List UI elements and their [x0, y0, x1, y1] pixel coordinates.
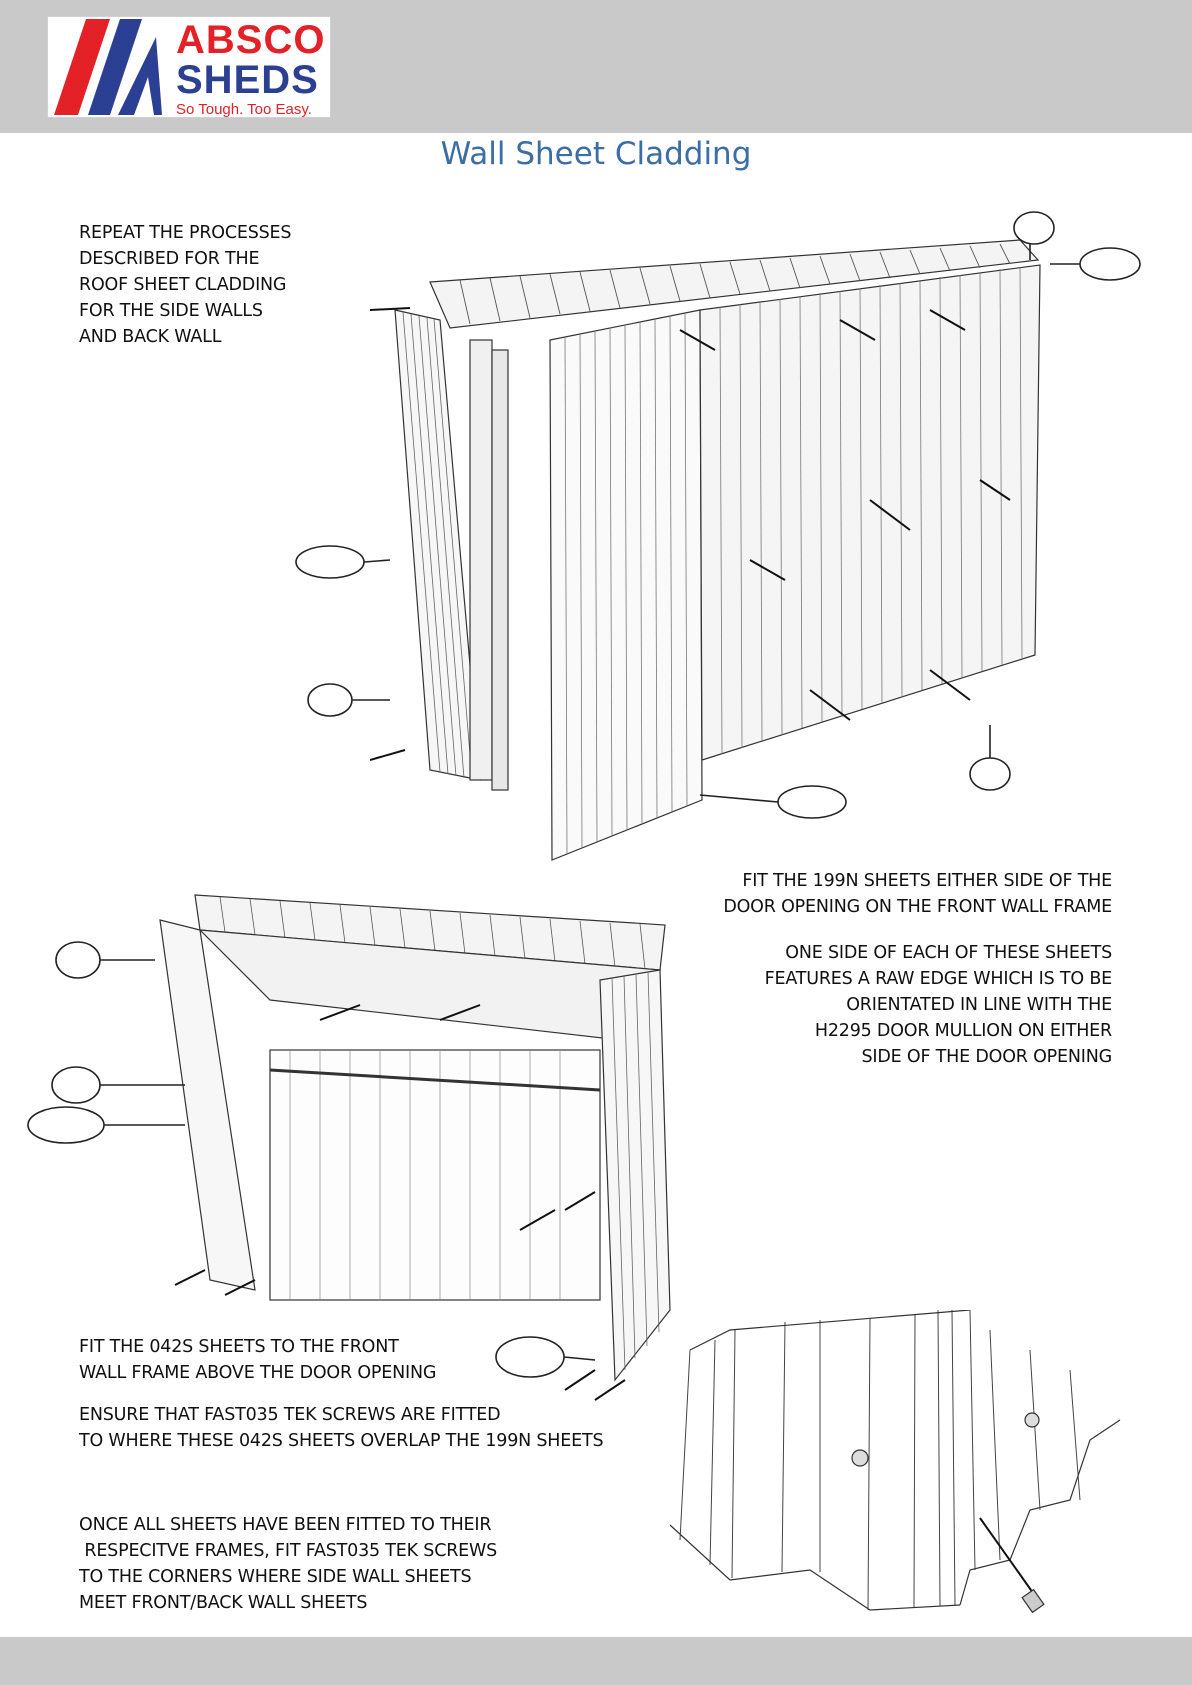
footer-bar	[0, 1637, 1192, 1685]
raw-edge-instructions: ONE SIDE OF EACH OF THESE SHEETS FEATURES A RAW EDGE WHICH IS TO BE ORIENTATED IN LINE WITH THE H2295 DOOR MULLION ON EITHER SIDE OF THE DOOR OPENING	[764, 943, 1112, 1067]
corner-screw-detail-drawing	[670, 1310, 1130, 1630]
top-drawing-left-callouts	[290, 540, 400, 740]
repeat-instructions: REPEAT THE PROCESSES DESCRIBED FOR THE ROOF SHEET CLADDING FOR THE SIDE WALLS AND BACK WALL	[79, 223, 292, 347]
fit-199n-instructions: FIT THE 199N SHEETS EITHER SIDE OF THE DOOR OPENING ON THE FRONT WALL FRAME	[723, 871, 1112, 917]
absco-logo	[47, 16, 331, 118]
brand-line1: ABSCO	[176, 18, 326, 62]
logo-stripes-icon	[48, 17, 168, 117]
brand-tagline: So Tough. Too Easy.	[176, 101, 312, 118]
fit-042s-instructions: FIT THE 042S SHEETS TO THE FRONT WALL FRAME ABOVE THE DOOR OPENING	[79, 1337, 437, 1383]
brand-line2: SHEDS	[176, 58, 319, 102]
page-title: Wall Sheet Cladding	[440, 136, 752, 172]
shed-rear-walls-drawing	[370, 200, 1150, 870]
corner-screws-instructions: ONCE ALL SHEETS HAVE BEEN FITTED TO THEIR RESPECITVE FRAMES, FIT FAST035 TEK SCREWS TO THE CORNERS WHERE SIDE WALL SHEETS MEET FRONT/BACK WALL SHEETS	[79, 1515, 498, 1613]
ensure-tek-screws-instructions: ENSURE THAT FAST035 TEK SCREWS ARE FITTED TO WHERE THESE 042S SHEETS OVERLAP THE 199N SHEETS	[79, 1405, 604, 1451]
shed-front-wall-drawing	[20, 880, 740, 1420]
